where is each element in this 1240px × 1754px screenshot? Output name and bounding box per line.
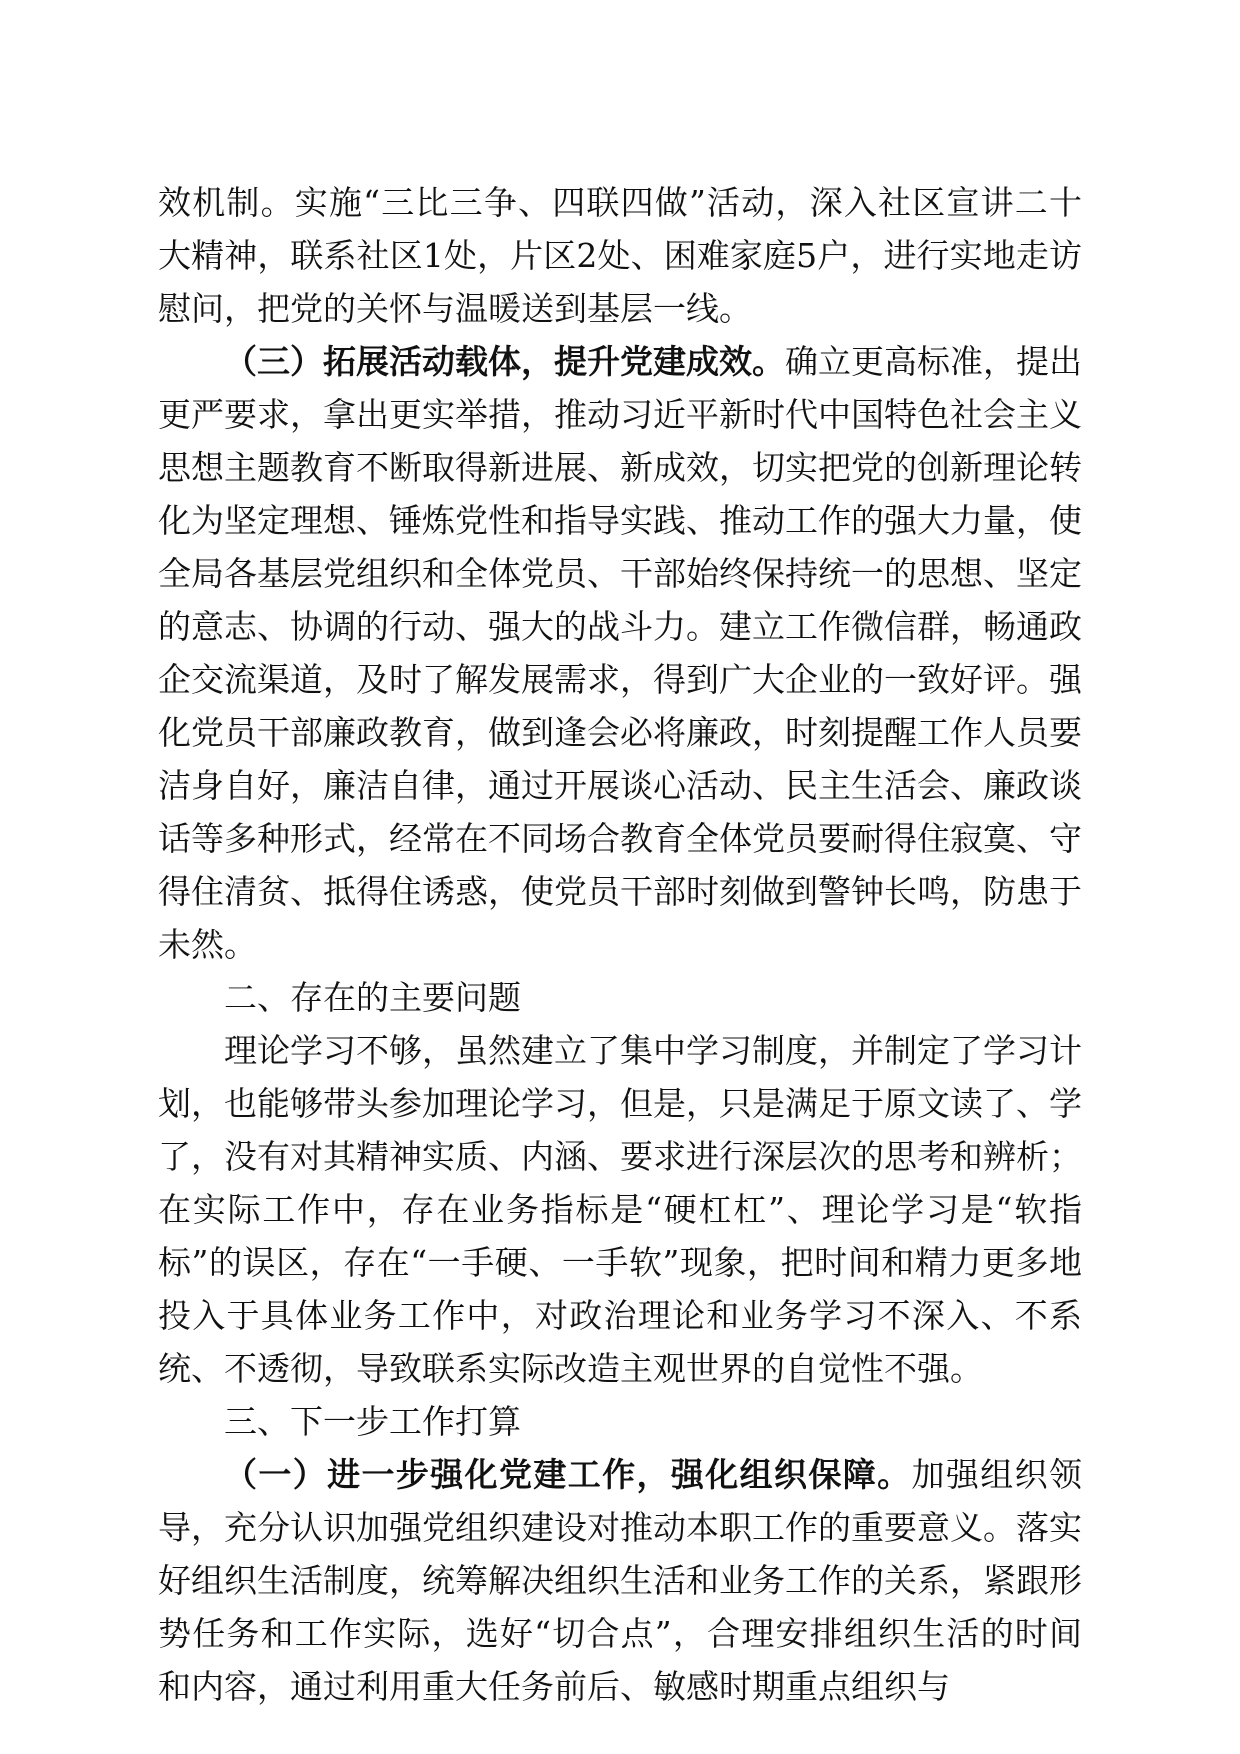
paragraph-continuation: 效机制。实施“三比三争、四联四做”活动，深入社区宣讲二十大精神，联系社区1处，片区2处、困难家庭5户，进行实地走访慰问，把党的关怀与温暖送到基层一线。	[158, 183, 1082, 328]
paragraph-strengthen-party	[158, 1448, 1082, 1713]
paragraph-activity-carrier	[158, 335, 1082, 971]
paragraph-body: 加强组织领导，充分认识加强党组织建设对推动本职工作的重要意义。落实好组织生活制度，统筹解决组织生活和业务工作的关系，紧跟形势任务和工作实际，选好“切合点”，合理安排组织生活的时间和内容，通过利用重大任务前后、敏感时期重点组织与	[158, 1455, 1082, 1706]
section-heading-problems: 二、存在的主要问题	[224, 978, 521, 1017]
section-heading-next-steps: 三、下一步工作打算	[224, 1402, 521, 1441]
paragraph-lead: （三）拓展活动载体，提升党建成效。	[224, 342, 785, 381]
paragraph-lead: （一）进一步强化党建工作，强化组织保障。	[224, 1455, 912, 1494]
paragraph-body: 确立更高标准，提出更严要求，拿出更实举措，推动习近平新时代中国特色社会主义思想主题教育不断取得新进展、新成效，切实把党的创新理论转化为坚定理想、锤炼党性和指导实践、推动工作的强大力量，使全局各基层党组织和全体党员、干部始终保持统一的思想、坚定的意志、协调的行动、强大的战斗力。建立工作微信群，畅通政企交流渠道，及时了解发展需求，得到广大企业的一致好评。强化党员干部廉政教育，做到逢会必将廉政，时刻提醒工作人员要洁身自好，廉洁自律，通过开展谈心活动、民主生活会、廉政谈话等多种形式，经常在不同场合教育全体党员要耐得住寂寞、守得住清贫、抵得住诱惑，使党员干部时刻做到警钟长鸣，防患于未然。	[158, 342, 1082, 964]
paragraph-problems: 理论学习不够，虽然建立了集中学习制度，并制定了学习计划，也能够带头参加理论学习，但是，只是满足于原文读了、学了，没有对其精神实质、内涵、要求进行深层次的思考和辨析；在实际工作中，存在业务指标是“硬杠杠”、理论学习是“软指标”的误区，存在“一手硬、一手软”现象，把时间和精力更多地投入于具体业务工作中，对政治理论和业务学习不深入、不系统、不透彻，导致联系实际改造主观世界的自觉性不强。	[158, 1031, 1082, 1388]
document-body	[158, 176, 1082, 1713]
